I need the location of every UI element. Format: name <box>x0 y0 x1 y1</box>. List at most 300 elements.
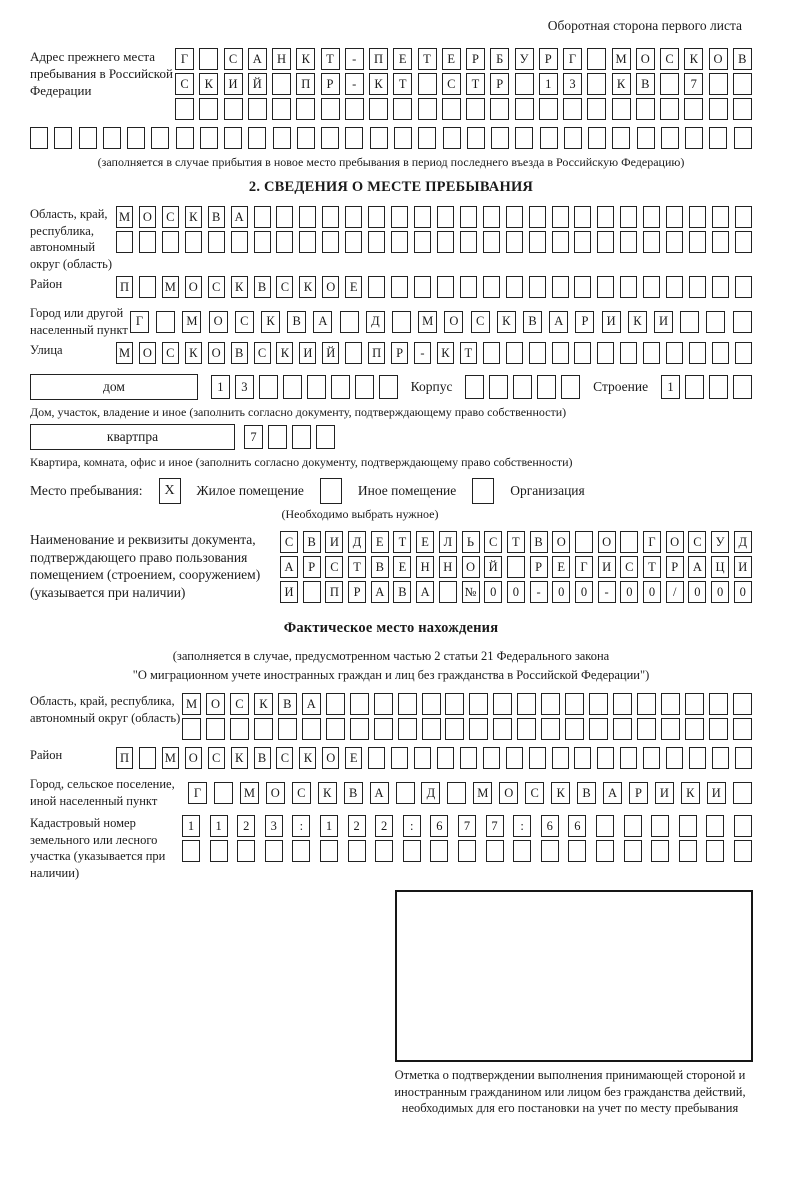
char-cell[interactable]: 0 <box>507 581 525 603</box>
char-cell[interactable] <box>597 206 614 228</box>
char-cell[interactable]: Й <box>484 556 502 578</box>
char-cell[interactable]: 7 <box>684 73 703 95</box>
char-cell[interactable]: А <box>248 48 267 70</box>
char-cell[interactable] <box>460 276 477 298</box>
char-cell[interactable] <box>685 375 704 399</box>
char-cell[interactable]: К <box>261 311 280 333</box>
char-cell[interactable]: 6 <box>430 815 448 837</box>
char-cell[interactable] <box>292 425 311 449</box>
char-cell[interactable] <box>345 342 362 364</box>
char-cell[interactable] <box>116 231 133 253</box>
char-cell[interactable] <box>733 718 752 740</box>
char-cell[interactable] <box>712 747 729 769</box>
char-cell[interactable] <box>176 127 194 149</box>
char-cell[interactable] <box>689 231 706 253</box>
char-cell[interactable]: 0 <box>711 581 729 603</box>
char-cell[interactable]: М <box>418 311 437 333</box>
char-cell[interactable] <box>139 276 156 298</box>
char-cell[interactable] <box>345 206 362 228</box>
char-cell[interactable] <box>733 98 752 120</box>
char-cell[interactable]: С <box>660 48 679 70</box>
char-cell[interactable] <box>483 276 500 298</box>
char-cell[interactable] <box>552 342 569 364</box>
char-cell[interactable] <box>272 98 291 120</box>
char-cell[interactable] <box>254 718 273 740</box>
char-cell[interactable] <box>368 747 385 769</box>
char-cell[interactable]: 1 <box>539 73 558 95</box>
char-cell[interactable]: С <box>484 531 502 553</box>
char-cell[interactable] <box>515 73 534 95</box>
char-cell[interactable] <box>231 231 248 253</box>
char-cell[interactable]: И <box>325 531 343 553</box>
char-cell[interactable] <box>709 718 728 740</box>
char-cell[interactable] <box>483 231 500 253</box>
char-cell[interactable] <box>651 815 669 837</box>
char-cell[interactable] <box>458 840 476 862</box>
char-cell[interactable]: Е <box>345 747 362 769</box>
char-cell[interactable] <box>517 718 536 740</box>
char-cell[interactable] <box>418 98 437 120</box>
char-cell[interactable] <box>515 127 533 149</box>
char-cell[interactable]: М <box>116 342 133 364</box>
char-cell[interactable]: 1 <box>661 375 680 399</box>
char-cell[interactable]: Р <box>666 556 684 578</box>
char-cell[interactable] <box>507 556 525 578</box>
char-cell[interactable]: 1 <box>211 375 230 399</box>
char-cell[interactable] <box>414 747 431 769</box>
char-cell[interactable] <box>734 840 752 862</box>
char-cell[interactable]: Б <box>490 48 509 70</box>
char-cell[interactable] <box>392 311 411 333</box>
char-cell[interactable] <box>292 840 310 862</box>
char-cell[interactable]: К <box>296 48 315 70</box>
char-cell[interactable] <box>391 206 408 228</box>
char-cell[interactable] <box>620 342 637 364</box>
char-cell[interactable] <box>224 98 243 120</box>
char-cell[interactable]: В <box>208 206 225 228</box>
char-cell[interactable]: В <box>733 48 752 70</box>
char-cell[interactable] <box>491 127 509 149</box>
char-cell[interactable] <box>156 311 175 333</box>
char-cell[interactable] <box>447 782 466 804</box>
char-cell[interactable]: С <box>235 311 254 333</box>
char-cell[interactable] <box>276 206 293 228</box>
char-cell[interactable]: Р <box>490 73 509 95</box>
char-cell[interactable] <box>506 747 523 769</box>
char-cell[interactable]: Ц <box>711 556 729 578</box>
char-cell[interactable]: П <box>325 581 343 603</box>
char-cell[interactable]: Н <box>416 556 434 578</box>
char-cell[interactable]: А <box>280 556 298 578</box>
char-cell[interactable] <box>660 98 679 120</box>
char-cell[interactable] <box>414 276 431 298</box>
char-cell[interactable] <box>326 718 345 740</box>
char-cell[interactable] <box>706 815 724 837</box>
char-cell[interactable]: 6 <box>541 815 559 837</box>
char-cell[interactable] <box>568 840 586 862</box>
char-cell[interactable] <box>379 375 398 399</box>
char-cell[interactable]: К <box>612 73 631 95</box>
char-cell[interactable] <box>529 206 546 228</box>
char-cell[interactable]: К <box>254 693 273 715</box>
char-cell[interactable]: М <box>116 206 133 228</box>
char-cell[interactable]: В <box>344 782 363 804</box>
char-cell[interactable] <box>679 840 697 862</box>
char-cell[interactable] <box>513 375 532 399</box>
char-cell[interactable]: С <box>325 556 343 578</box>
char-cell[interactable] <box>685 718 704 740</box>
char-cell[interactable] <box>613 693 632 715</box>
char-cell[interactable] <box>637 127 655 149</box>
char-cell[interactable]: Г <box>130 311 149 333</box>
char-cell[interactable] <box>283 375 302 399</box>
char-cell[interactable]: А <box>231 206 248 228</box>
char-cell[interactable]: К <box>231 747 248 769</box>
char-cell[interactable] <box>712 276 729 298</box>
char-cell[interactable]: В <box>278 693 297 715</box>
char-cell[interactable]: П <box>296 73 315 95</box>
char-cell[interactable]: А <box>371 581 389 603</box>
char-cell[interactable]: В <box>577 782 596 804</box>
char-cell[interactable]: С <box>208 747 225 769</box>
char-cell[interactable]: О <box>552 531 570 553</box>
char-cell[interactable] <box>735 231 752 253</box>
char-cell[interactable]: Е <box>442 48 461 70</box>
char-cell[interactable]: Р <box>321 73 340 95</box>
char-cell[interactable]: И <box>655 782 674 804</box>
char-cell[interactable]: К <box>628 311 647 333</box>
char-cell[interactable]: К <box>318 782 337 804</box>
char-cell[interactable] <box>493 718 512 740</box>
char-cell[interactable] <box>620 531 638 553</box>
char-cell[interactable]: К <box>684 48 703 70</box>
char-cell[interactable] <box>589 718 608 740</box>
char-cell[interactable] <box>273 127 291 149</box>
char-cell[interactable] <box>643 747 660 769</box>
char-cell[interactable]: М <box>473 782 492 804</box>
char-cell[interactable] <box>422 693 441 715</box>
char-cell[interactable] <box>529 276 546 298</box>
char-cell[interactable] <box>199 48 218 70</box>
char-cell[interactable] <box>398 693 417 715</box>
char-cell[interactable] <box>612 98 631 120</box>
char-cell[interactable]: К <box>551 782 570 804</box>
char-cell[interactable]: 7 <box>458 815 476 837</box>
char-cell[interactable]: Т <box>507 531 525 553</box>
char-cell[interactable] <box>345 231 362 253</box>
char-cell[interactable]: С <box>276 276 293 298</box>
char-cell[interactable] <box>493 693 512 715</box>
char-cell[interactable] <box>430 840 448 862</box>
char-cell[interactable] <box>278 718 297 740</box>
checkbox-organization[interactable] <box>472 478 494 504</box>
char-cell[interactable]: А <box>313 311 332 333</box>
char-cell[interactable] <box>299 231 316 253</box>
char-cell[interactable]: Й <box>322 342 339 364</box>
char-cell[interactable]: В <box>371 556 389 578</box>
char-cell[interactable] <box>689 276 706 298</box>
char-cell[interactable] <box>666 747 683 769</box>
checkbox-other-premises[interactable] <box>320 478 342 504</box>
char-cell[interactable] <box>574 276 591 298</box>
char-cell[interactable]: 6 <box>568 815 586 837</box>
char-cell[interactable] <box>529 342 546 364</box>
char-cell[interactable] <box>552 747 569 769</box>
char-cell[interactable] <box>467 127 485 149</box>
char-cell[interactable] <box>302 718 321 740</box>
char-cell[interactable] <box>445 718 464 740</box>
char-cell[interactable] <box>469 693 488 715</box>
char-cell[interactable] <box>541 693 560 715</box>
char-cell[interactable] <box>537 375 556 399</box>
char-cell[interactable]: С <box>254 342 271 364</box>
char-cell[interactable]: 7 <box>244 425 263 449</box>
char-cell[interactable] <box>660 73 679 95</box>
char-cell[interactable]: О <box>139 206 156 228</box>
char-cell[interactable]: И <box>224 73 243 95</box>
char-cell[interactable] <box>185 231 202 253</box>
char-cell[interactable] <box>587 73 606 95</box>
char-cell[interactable] <box>596 815 614 837</box>
char-cell[interactable]: С <box>280 531 298 553</box>
char-cell[interactable]: И <box>707 782 726 804</box>
char-cell[interactable]: О <box>322 747 339 769</box>
char-cell[interactable]: Г <box>563 48 582 70</box>
char-cell[interactable]: Р <box>629 782 648 804</box>
char-cell[interactable]: К <box>681 782 700 804</box>
char-cell[interactable]: Н <box>439 556 457 578</box>
char-cell[interactable] <box>733 782 752 804</box>
char-cell[interactable] <box>733 311 752 333</box>
char-cell[interactable] <box>620 276 637 298</box>
char-cell[interactable]: С <box>525 782 544 804</box>
char-cell[interactable] <box>30 127 48 149</box>
char-cell[interactable] <box>375 840 393 862</box>
char-cell[interactable]: С <box>162 206 179 228</box>
char-cell[interactable] <box>322 206 339 228</box>
char-cell[interactable]: Е <box>416 531 434 553</box>
char-cell[interactable] <box>393 98 412 120</box>
char-cell[interactable]: И <box>654 311 673 333</box>
char-cell[interactable] <box>506 276 523 298</box>
char-cell[interactable]: 2 <box>375 815 393 837</box>
char-cell[interactable]: В <box>254 747 271 769</box>
char-cell[interactable]: О <box>499 782 518 804</box>
char-cell[interactable] <box>666 206 683 228</box>
char-cell[interactable] <box>321 98 340 120</box>
char-cell[interactable]: К <box>185 342 202 364</box>
char-cell[interactable] <box>597 747 614 769</box>
char-cell[interactable]: М <box>182 311 201 333</box>
char-cell[interactable]: Г <box>575 556 593 578</box>
char-cell[interactable] <box>661 718 680 740</box>
char-cell[interactable] <box>661 693 680 715</box>
char-cell[interactable] <box>529 231 546 253</box>
char-cell[interactable] <box>374 718 393 740</box>
char-cell[interactable] <box>643 206 660 228</box>
char-cell[interactable]: И <box>280 581 298 603</box>
char-cell[interactable]: С <box>688 531 706 553</box>
char-cell[interactable]: : <box>403 815 421 837</box>
char-cell[interactable]: 0 <box>688 581 706 603</box>
char-cell[interactable] <box>612 127 630 149</box>
char-cell[interactable]: А <box>549 311 568 333</box>
char-cell[interactable] <box>483 342 500 364</box>
char-cell[interactable] <box>643 231 660 253</box>
char-cell[interactable] <box>541 718 560 740</box>
char-cell[interactable] <box>248 98 267 120</box>
char-cell[interactable] <box>709 693 728 715</box>
char-cell[interactable] <box>666 276 683 298</box>
char-cell[interactable]: О <box>185 747 202 769</box>
char-cell[interactable]: Т <box>466 73 485 95</box>
char-cell[interactable] <box>368 231 385 253</box>
char-cell[interactable] <box>712 342 729 364</box>
char-cell[interactable] <box>587 98 606 120</box>
char-cell[interactable]: А <box>370 782 389 804</box>
char-cell[interactable] <box>437 747 454 769</box>
char-cell[interactable] <box>345 98 364 120</box>
char-cell[interactable]: К <box>369 73 388 95</box>
char-cell[interactable] <box>374 693 393 715</box>
char-cell[interactable]: В <box>287 311 306 333</box>
char-cell[interactable] <box>182 840 200 862</box>
char-cell[interactable] <box>469 718 488 740</box>
char-cell[interactable] <box>517 693 536 715</box>
char-cell[interactable] <box>597 342 614 364</box>
char-cell[interactable]: К <box>185 206 202 228</box>
char-cell[interactable] <box>734 815 752 837</box>
char-cell[interactable]: - <box>598 581 616 603</box>
char-cell[interactable] <box>666 342 683 364</box>
char-cell[interactable] <box>391 747 408 769</box>
char-cell[interactable] <box>320 840 338 862</box>
char-cell[interactable]: Т <box>393 73 412 95</box>
char-cell[interactable]: 2 <box>348 815 366 837</box>
char-cell[interactable] <box>368 206 385 228</box>
char-cell[interactable]: Д <box>421 782 440 804</box>
char-cell[interactable] <box>666 231 683 253</box>
char-cell[interactable]: С <box>292 782 311 804</box>
char-cell[interactable]: О <box>709 48 728 70</box>
char-cell[interactable]: Д <box>734 531 752 553</box>
char-cell[interactable]: : <box>513 815 531 837</box>
char-cell[interactable]: О <box>322 276 339 298</box>
char-cell[interactable]: К <box>231 276 248 298</box>
char-cell[interactable]: О <box>208 342 225 364</box>
char-cell[interactable] <box>439 581 457 603</box>
char-cell[interactable] <box>613 718 632 740</box>
char-cell[interactable] <box>248 127 266 149</box>
char-cell[interactable]: М <box>162 747 179 769</box>
char-cell[interactable] <box>422 718 441 740</box>
char-cell[interactable]: Т <box>321 48 340 70</box>
char-cell[interactable] <box>162 231 179 253</box>
char-cell[interactable] <box>706 311 725 333</box>
char-cell[interactable]: 1 <box>320 815 338 837</box>
char-cell[interactable] <box>733 693 752 715</box>
char-cell[interactable] <box>486 840 504 862</box>
char-cell[interactable]: Т <box>418 48 437 70</box>
char-cell[interactable]: Ь <box>462 531 480 553</box>
char-cell[interactable]: 3 <box>265 815 283 837</box>
char-cell[interactable] <box>490 98 509 120</box>
char-cell[interactable]: Е <box>345 276 362 298</box>
char-cell[interactable]: - <box>414 342 431 364</box>
char-cell[interactable]: И <box>734 556 752 578</box>
char-cell[interactable] <box>437 231 454 253</box>
char-cell[interactable]: У <box>711 531 729 553</box>
char-cell[interactable]: О <box>462 556 480 578</box>
char-cell[interactable]: В <box>636 73 655 95</box>
char-cell[interactable]: Т <box>393 531 411 553</box>
char-cell[interactable]: П <box>368 342 385 364</box>
char-cell[interactable] <box>437 206 454 228</box>
char-cell[interactable] <box>624 840 642 862</box>
char-cell[interactable]: К <box>199 73 218 95</box>
char-cell[interactable]: Г <box>175 48 194 70</box>
char-cell[interactable] <box>706 840 724 862</box>
char-cell[interactable] <box>685 127 703 149</box>
char-cell[interactable] <box>735 206 752 228</box>
char-cell[interactable] <box>396 782 415 804</box>
char-cell[interactable] <box>637 693 656 715</box>
char-cell[interactable]: К <box>299 276 316 298</box>
char-cell[interactable] <box>139 747 156 769</box>
char-cell[interactable]: Р <box>303 556 321 578</box>
char-cell[interactable] <box>689 747 706 769</box>
char-cell[interactable] <box>483 747 500 769</box>
char-cell[interactable]: 0 <box>575 581 593 603</box>
char-cell[interactable]: Е <box>393 556 411 578</box>
char-cell[interactable] <box>733 73 752 95</box>
char-cell[interactable] <box>574 747 591 769</box>
char-cell[interactable] <box>276 231 293 253</box>
char-cell[interactable] <box>620 206 637 228</box>
char-cell[interactable]: Д <box>366 311 385 333</box>
char-cell[interactable] <box>587 48 606 70</box>
char-cell[interactable]: - <box>345 48 364 70</box>
char-cell[interactable] <box>103 127 121 149</box>
char-cell[interactable]: О <box>206 693 225 715</box>
char-cell[interactable] <box>561 375 580 399</box>
char-cell[interactable] <box>398 718 417 740</box>
char-cell[interactable] <box>636 98 655 120</box>
char-cell[interactable] <box>539 98 558 120</box>
char-cell[interactable] <box>624 815 642 837</box>
char-cell[interactable]: 0 <box>552 581 570 603</box>
char-cell[interactable] <box>208 231 225 253</box>
char-cell[interactable] <box>206 718 225 740</box>
char-cell[interactable] <box>214 782 233 804</box>
char-cell[interactable]: В <box>231 342 248 364</box>
char-cell[interactable]: - <box>345 73 364 95</box>
char-cell[interactable] <box>712 231 729 253</box>
char-cell[interactable]: 0 <box>484 581 502 603</box>
char-cell[interactable] <box>735 276 752 298</box>
char-cell[interactable] <box>303 581 321 603</box>
char-cell[interactable]: Г <box>643 531 661 553</box>
char-cell[interactable] <box>394 127 412 149</box>
char-cell[interactable] <box>418 127 436 149</box>
char-cell[interactable]: С <box>442 73 461 95</box>
char-cell[interactable]: 7 <box>486 815 504 837</box>
char-cell[interactable] <box>643 276 660 298</box>
char-cell[interactable] <box>442 98 461 120</box>
char-cell[interactable] <box>483 206 500 228</box>
char-cell[interactable]: В <box>530 531 548 553</box>
char-cell[interactable] <box>369 98 388 120</box>
